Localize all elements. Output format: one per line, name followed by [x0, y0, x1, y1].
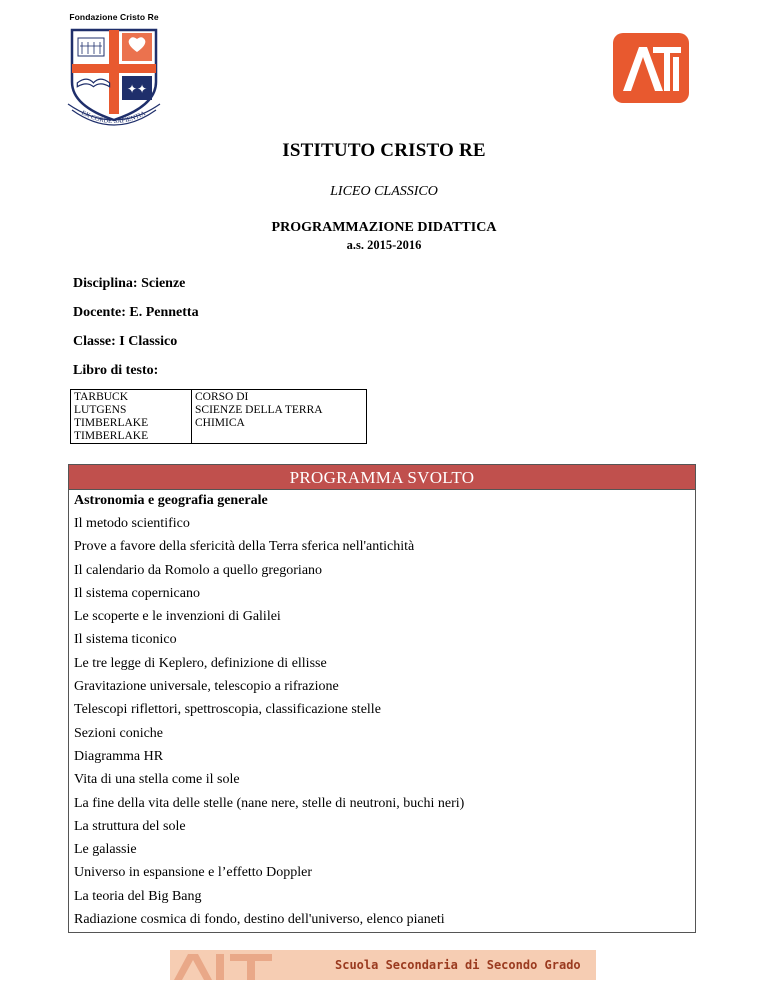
list-item: Vita di una stella come il sole	[74, 772, 240, 788]
list-item: Telescopi riflettori, spettroscopia, classificazione stelle	[74, 702, 381, 718]
list-item: Le scoperte e le invenzioni di Galilei	[74, 609, 281, 625]
program-section-title: Astronomia e geografia generale	[74, 493, 268, 508]
list-item: Il sistema copernicano	[74, 585, 200, 601]
footer-banner	[170, 950, 596, 980]
plan-title: PROGRAMMAZIONE DIDATTICA	[271, 220, 497, 235]
list-item: Prove a favore della sfericità della Terra sferica nell'antichità	[74, 539, 415, 555]
list-item: Il calendario da Romolo a quello gregoriano	[74, 562, 323, 578]
foundation-name: Fondazione Cristo Re	[69, 12, 159, 22]
list-item: Il metodo scientifico	[74, 516, 190, 531]
school-year: a.s. 2015-2016	[346, 238, 422, 252]
author-name: LUTGENS	[74, 404, 127, 416]
textbook-table	[70, 389, 367, 444]
book-title: CHIMICA	[195, 417, 245, 429]
list-item: La teoria del Big Bang	[74, 888, 202, 904]
list-item: La struttura del sole	[74, 818, 186, 834]
book-title: CORSO DI	[195, 391, 249, 403]
list-item: La fine della vita delle stelle (nane nere, stelle di neutroni, buchi neri)	[74, 795, 465, 811]
at-logo-icon	[613, 33, 689, 103]
list-item: Le galassie	[74, 842, 137, 858]
book-titles-cell	[192, 390, 367, 444]
crest-logo	[62, 12, 166, 132]
motto-text: EX CORDE SAPIENTIA	[80, 109, 147, 126]
crest-shield-icon	[66, 24, 162, 132]
teacher-label: Docente: E. Pennetta	[73, 305, 199, 320]
textbook-label: Libro di testo:	[73, 363, 159, 378]
list-item: Universo in espansione e l’effetto Doppler	[74, 865, 313, 881]
footer-text: Scuola Secondaria di Secondo Grado	[335, 958, 581, 972]
program-heading: PROGRAMMA SVOLTO	[69, 465, 695, 490]
school-type: LICEO CLASSICO	[330, 184, 438, 199]
list-item: Il sistema ticonico	[74, 632, 177, 648]
list-item: Le tre legge di Keplero, definizione di ellisse	[74, 655, 327, 671]
ait-watermark-icon	[170, 950, 290, 980]
author-name: TARBUCK	[74, 391, 129, 403]
book-authors-cell	[71, 390, 192, 444]
class-label: Classe: I Classico	[73, 334, 178, 349]
svg-text:✦✦: ✦✦	[126, 82, 148, 96]
discipline-label: Disciplina: Scienze	[73, 276, 186, 291]
program-box	[68, 464, 696, 933]
author-name: TIMBERLAKE	[74, 430, 149, 442]
list-item: Diagramma HR	[74, 748, 164, 764]
at-logo	[613, 33, 689, 103]
list-item: Radiazione cosmica di fondo, destino dell'universo, elenco pianeti	[74, 912, 445, 928]
author-name: TIMBERLAKE	[74, 417, 149, 429]
list-item: Gravitazione universale, telescopio a rifrazione	[74, 679, 339, 695]
book-title: SCIENZE DELLA TERRA	[195, 404, 323, 416]
list-item: Sezioni coniche	[74, 725, 164, 741]
table-row	[71, 390, 367, 444]
page-title: ISTITUTO CRISTO RE	[282, 140, 486, 161]
